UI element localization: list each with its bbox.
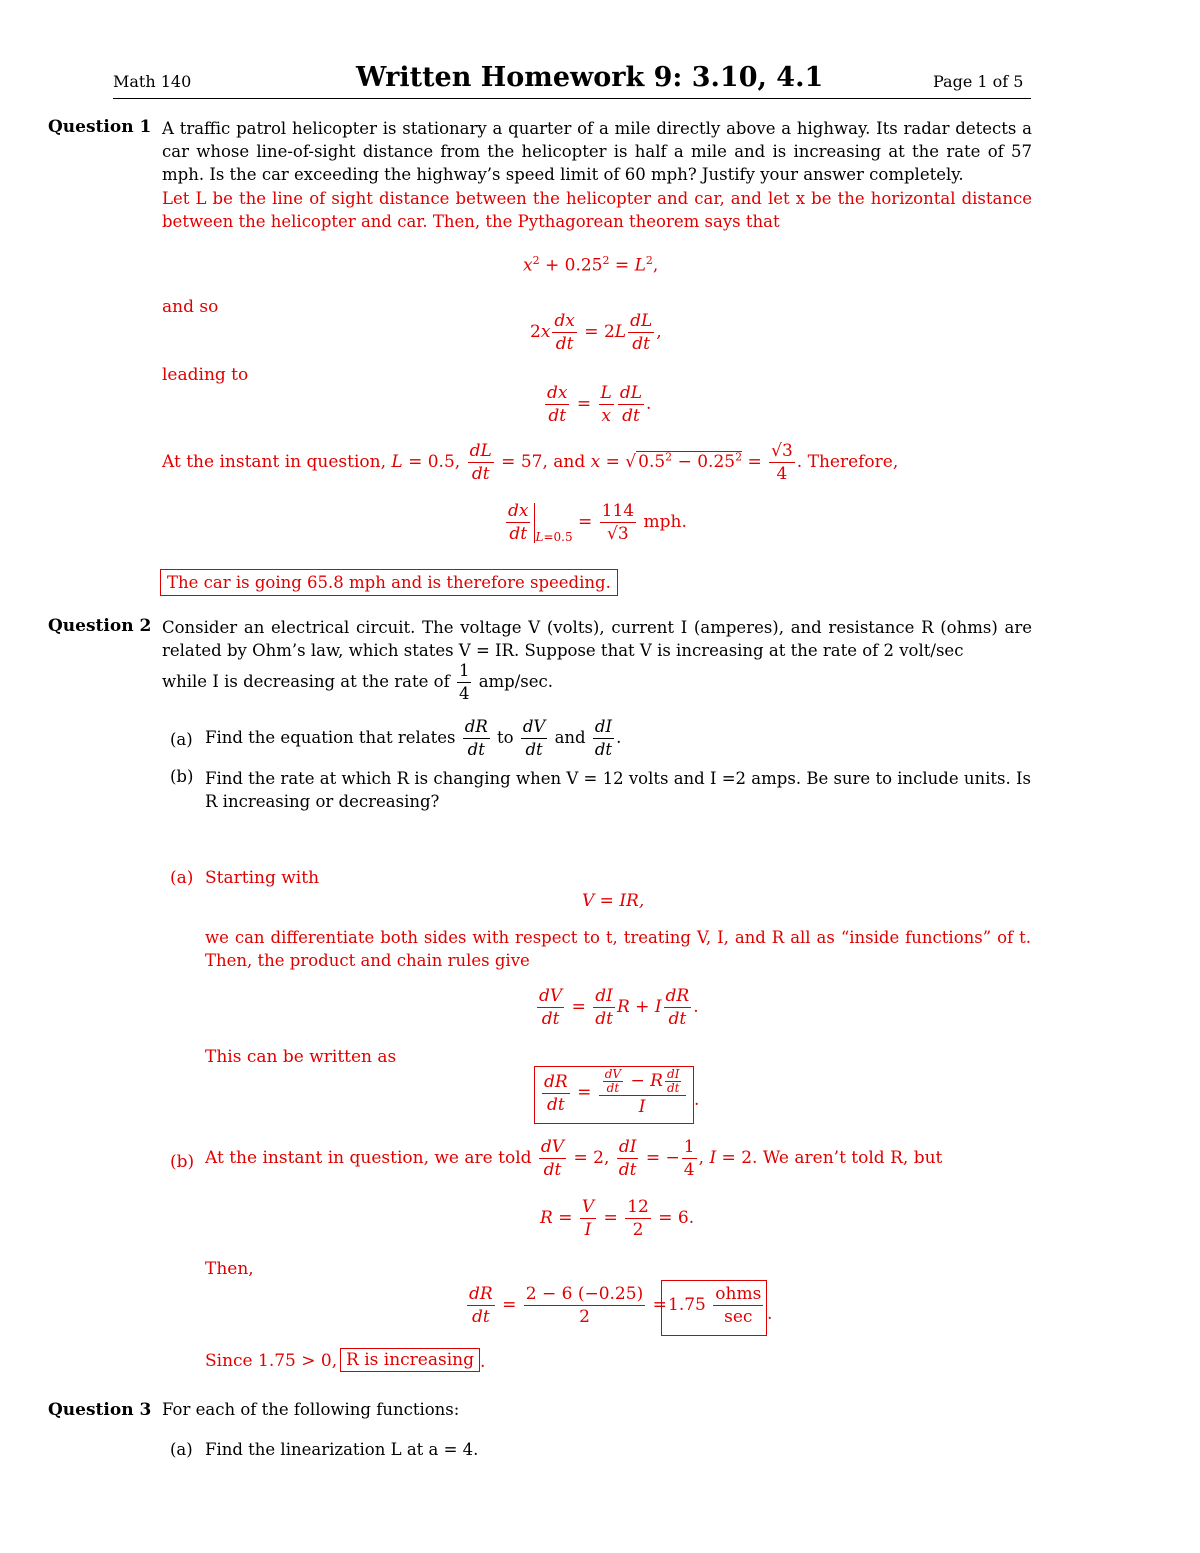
at-instant-text: At the instant in question, <box>162 452 386 472</box>
since-period: . <box>480 1352 486 1372</box>
page-number: Page 1 of 5 <box>933 72 1024 91</box>
derivative-equation: 2x $\frac{dx}{dt}$ = 2L $\frac{dL}{dt}$ , <box>530 311 662 354</box>
question-2-part-b-text: Find the rate at which R is changing when V = 12 volts and I =2 amps. Be sure to include units. Is R increasing or decreasing? <box>205 769 1031 811</box>
header-rule <box>113 98 1031 99</box>
formula-period: . <box>694 1090 700 1110</box>
dr-dt-value: 1.75 <box>668 1295 706 1315</box>
and-so-text: and so <box>162 297 219 317</box>
units-denominator: sec <box>724 1307 753 1327</box>
question-2-text: Consider an electrical circuit. The voltage V (volts), current I (amperes), and resistance R (ohms) are related by Ohm’s law, which states V = IR. Suppose that V is increasing at the rate of 2 volt/sec <box>162 618 1032 660</box>
product-rule-equation: $\frac{dV}{dt}$ = $\frac{dI}{dt}$ R + I $\frac{dR}{dt}$ . <box>539 986 699 1029</box>
dr-dt-answer <box>668 1283 765 1328</box>
question-2-part-a-label: (a) <box>170 730 193 749</box>
solution-b-text2: We aren’t told R, but <box>762 1148 943 1168</box>
pythagorean-equation: $x^2 + 0.25^2 = L^2$, <box>523 254 659 276</box>
therefore-text: Therefore, <box>807 452 899 472</box>
instant-values-line: At the instant in question, L = 0.5, $\frac{dL}{dt}$ = 57, and x = √ $0.5^2 - 0.25^2$ = $\frac{√3}{4}$ . Therefore, <box>162 441 899 484</box>
dx-dt-equation: $\frac{dx}{dt}$ = $\frac{L}{x}$ $\frac{dL}{dt}$ . <box>547 383 652 426</box>
question-2-label: Question 2 <box>48 616 152 636</box>
r-increasing-box: R is increasing <box>340 1348 480 1372</box>
course-label: Math 140 <box>113 72 192 91</box>
part-a-and: and <box>554 728 586 747</box>
then-text: Then, <box>205 1259 254 1279</box>
question-3-part-a-text: Find the linearization L at a = 4. <box>205 1440 479 1459</box>
rate-line-unit: amp/sec. <box>478 672 554 691</box>
solution-b-label: (b) <box>170 1152 195 1172</box>
question-1-text: A traffic patrol helicopter is stationary a quarter of a mile directly above a highway. Its radar detects a car whose line-of-sight distance from the helicopter is half a mile and is increasing at the rate of 57 mph. Is the car exceeding the highway’s speed limit of 60 mph? Justify your answer completely. <box>162 119 1032 184</box>
r-value-equation: R = $\frac{V}{I}$ = $\frac{12}{2}$ = 6. <box>540 1197 695 1240</box>
solution-a-label: (a) <box>170 868 194 888</box>
dr-dt-calculation: $\frac{dR}{dt}$ = $\frac{2 - 6 (-0.25)}{2}$ = <box>469 1284 667 1327</box>
leading-to-text: leading to <box>162 365 249 385</box>
question-3-text: For each of the following functions: <box>162 1400 460 1419</box>
units-numerator: ohms <box>715 1284 762 1304</box>
rate-line-text: while I is decreasing at the rate of <box>162 672 450 691</box>
question-3-label: Question 3 <box>48 1400 152 1420</box>
part-a-to: to <box>497 728 514 747</box>
question-1-label: Question 1 <box>48 117 152 137</box>
answer-period: . <box>767 1304 773 1324</box>
question-2-part-b-label: (b) <box>170 767 194 786</box>
question-2-rate-line: while I is decreasing at the rate of $\frac{1}{4}$ amp/sec. <box>162 661 554 703</box>
ohms-law-equation: V = IR, <box>582 891 645 911</box>
solution-a-start: Starting with <box>205 868 320 888</box>
question-1-solution-intro: Let L be the line of sight distance between the helicopter and car, and let x be the horizontal distance between the helicopter and car. Then, the Pythagorean theorem says that <box>162 189 1032 231</box>
dx-dt-result: $\frac{dx}{dt}$ $_{L=0.5}$ = $\frac{114}{√3}$ mph. <box>508 501 687 544</box>
solution-a-text: we can differentiate both sides with respect to t, treating V, I, and R all as “inside functions” of t. Then, the product and chain rules give <box>205 928 1031 970</box>
solution-b-given: At the instant in question, we are told $\frac{dV}{dt}$ = 2, $\frac{dI}{dt}$ = − $\frac{1}{4}$ , I = 2. We aren’t told R, but <box>205 1137 943 1180</box>
since-text: Since 1.75 > 0, <box>205 1351 338 1371</box>
page-title: Written Homework 9: 3.10, 4.1 <box>356 62 824 93</box>
question-1-answer-box: The car is going 65.8 mph and is therefore speeding. <box>160 569 618 596</box>
dr-dt-formula: $\frac{dR}{dt}$ = $\frac{dV}{dt}$ − R $\frac{dI}{dt}$ I <box>540 1068 688 1118</box>
part-a-text: Find the equation that relates <box>205 728 456 747</box>
solution-b-text: At the instant in question, we are told <box>205 1148 532 1168</box>
question-2-part-a: Find the equation that relates $\frac{dR}{dt}$ to $\frac{dV}{dt}$ and $\frac{dI}{dt}$ . <box>205 717 622 759</box>
question-3-part-a-label: (a) <box>170 1440 193 1459</box>
mph-unit: mph. <box>643 512 687 532</box>
written-as-text: This can be written as <box>205 1047 397 1067</box>
